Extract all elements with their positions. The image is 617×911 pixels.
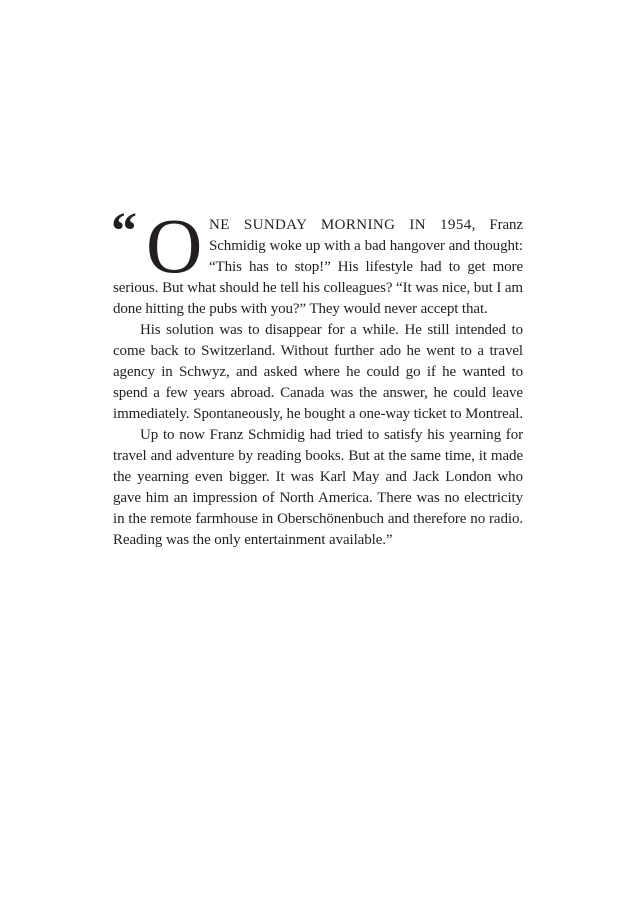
paragraph-1-lead-caps: NE SUNDAY MORNING IN 1954,	[209, 217, 476, 233]
text-block	[111, 202, 524, 551]
paragraph-1-text: Franz Schmidig woke up with a bad hangover and thought: “This has to stop!” His lifestyle had to get more serious. But what should he tell his colleagues? “It was nice, but I am done hitting the pubs with you?” They would never accept that.	[113, 217, 523, 317]
dropcap-letter: O	[146, 202, 203, 289]
paragraph-2: His solution was to disappear for a while. He still intended to come back to Switzerland. Without further ado he went to a travel agency in Schwyz, and asked where he could go if he wanted to spend a few years abroad. Canada was the answer, he could leave immediately. Spontaneously, he bought a one-way ticket to Montreal.	[113, 322, 524, 422]
opening-quote-mark: “	[111, 203, 137, 260]
paragraph-1	[111, 202, 523, 320]
paragraph-3: Up to now Franz Schmidig had tried to satisfy his yearning for travel and adventure by reading books. But at the same time, it made the yearning even bigger. It was Karl May and Jack London who gave him an impression of North America. There was no electricity in the remote farmhouse in Oberschönenbuch and therefore no radio. Reading was the only entertainment available.”	[113, 427, 523, 548]
